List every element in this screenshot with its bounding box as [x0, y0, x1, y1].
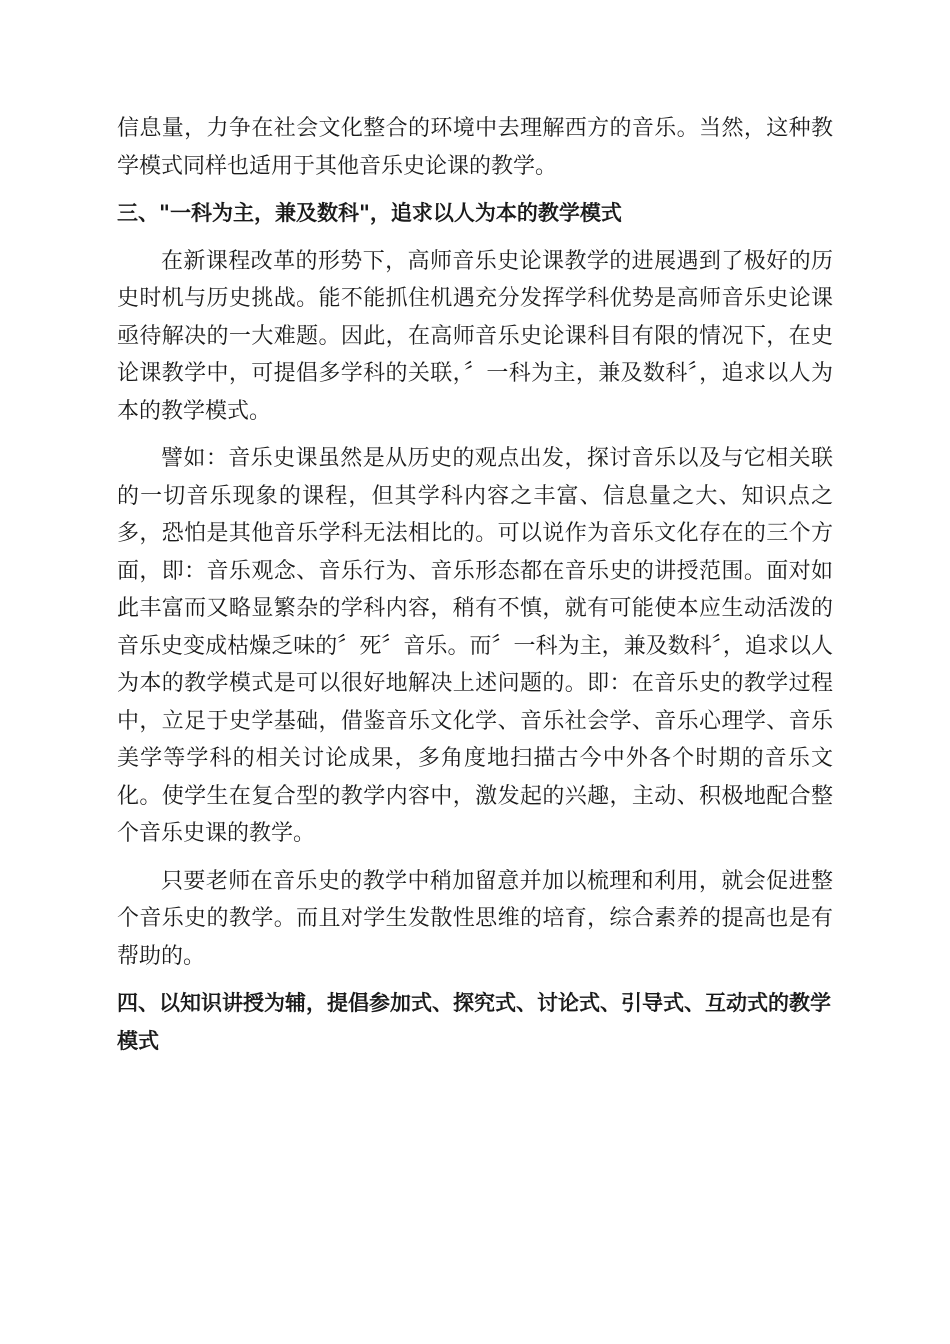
section-heading-3: 三、"一科为主，兼及数科"，追求以人为本的教学模式: [117, 201, 622, 225]
section-heading-4: 四、以知识讲授为辅，提倡参加式、探究式、讨论式、引导式、互动式的教学模式: [117, 991, 831, 1053]
paragraph-example: 譬如：音乐史课虽然是从历史的观点出发，探讨音乐以及与它相关联的一切音乐现象的课程，但其学科内容之丰富、信息量之大、知识点之多，恐怕是其他音乐学科无法相比的。可以说作为音乐文化存在的三个方面，即：音乐观念、音乐行为、音乐形态都在音乐史的讲授范围。面对如此丰富而又略显繁杂的学科内容，稍有不慎，就有可能使本应生动活泼的音乐史变成枯燥乏味的〞死〞音乐。而〞一科为主，兼及数科〞，追求以人为本的教学模式是可以很好地解决上述问题的。即：在音乐史的教学过程中，立足于史学基础，借鉴音乐文化学、音乐社会学、音乐心理学、音乐美学等学科的相关讨论成果，多角度地扫描古今中外各个时期的音乐文化。使学生在复合型的教学内容中，激发起的兴趣，主动、积极地配合整个音乐史课的教学。: [117, 446, 833, 846]
paragraph-teacher: 只要老师在音乐史的教学中稍加留意并加以梳理和利用，就会促进整个音乐史的教学。而且对学生发散性思维的培育，综合素养的提高也是有帮助的。: [117, 868, 833, 969]
paragraph-continuation: 信息量，力争在社会文化整合的环境中去理解西方的音乐。当然，这种教学模式同样也适用于其他音乐史论课的教学。: [117, 116, 833, 179]
paragraph-new-curriculum: 在新课程改革的形势下，高师音乐史论课教学的进展遇到了极好的历史时机与历史挑战。能不能抓住机遇充分发挥学科优势是高师音乐史论课亟待解决的一大难题。因此，在高师音乐史论课科目有限的情况下，在史论课教学中，可提倡多学科的关联，〞一科为主，兼及数科〞，追求以人为本的教学模式。: [117, 248, 833, 424]
document-page: [117, 110, 833, 1060]
